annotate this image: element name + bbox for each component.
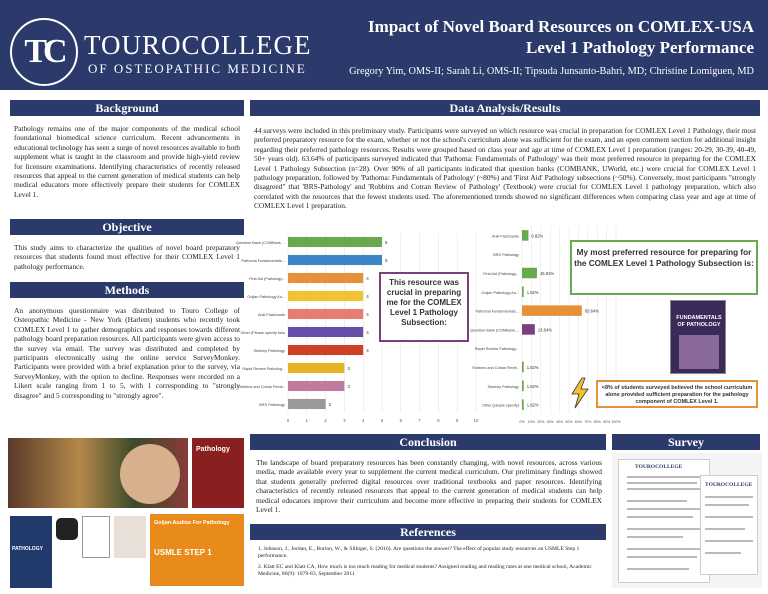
bar	[288, 291, 363, 301]
bar	[288, 363, 344, 373]
category-label: BRS Pathology	[259, 403, 285, 407]
data-label: 4	[366, 348, 369, 353]
reader-photo	[114, 516, 146, 558]
category-label: Other (please specify)	[481, 403, 519, 408]
goljan-label: Goljan Audios For Pathology	[154, 520, 230, 526]
survey-logo-1: TOUROCOLLEGE	[635, 464, 683, 470]
reference-1: 1. Johnson, J., Jordan, E., Burton, W., & Silbiger, S. (2016). Are questions the answer? The effect of popular study resources on USMLE Step 1 performance.	[258, 546, 580, 560]
tick-label: 3	[343, 418, 346, 423]
references-heading: References	[250, 524, 606, 540]
lightning-bolt-icon	[570, 378, 590, 408]
category-label: First Aid (Pathology...	[483, 272, 519, 276]
data-label: 15.91%	[539, 271, 555, 276]
bar	[522, 287, 524, 298]
category-label: Goljan Pathology Au...	[247, 295, 285, 299]
bar	[522, 324, 535, 335]
category-label: Anki Flashcards	[491, 234, 519, 239]
survey-page-1	[618, 459, 710, 583]
survey-image	[612, 453, 762, 588]
data-label: 3	[347, 366, 350, 371]
category-label: Robbins and Cotran Revie..	[238, 385, 285, 389]
tick-label: 5	[380, 418, 384, 423]
poster-title	[334, 16, 754, 58]
text-card-image	[82, 516, 110, 558]
reference-2: 2. Klatt EC and Klatt CA, How much is too much reading for medical students? Assigned reading and reading rates at one medical school, Academic Medicine, 86(9): 1079-83, September 2011	[258, 564, 592, 578]
bar	[522, 305, 582, 316]
pathoma-cover-image	[670, 300, 726, 374]
conclusion-heading: Conclusion	[250, 434, 606, 450]
data-label: 63.64%	[584, 308, 600, 314]
data-label: 6.82%	[531, 233, 544, 239]
tick-label: 90%	[602, 420, 611, 424]
title-line-2: Level 1 Pathology Performance	[525, 38, 754, 57]
survey-heading: Survey	[612, 434, 760, 450]
category-label: Rapid Review Pathology...	[474, 347, 519, 352]
bar	[522, 362, 524, 373]
pathoma-cover-title: FUNDAMENTALS OF PATHOLOGY	[676, 315, 722, 328]
background-text: Pathology remains one of the major components of the medical school foundational biomedical science curriculum. Recent advancements in educational technology has seen a surge of novel resources available to both supplement what is taught in the classroom and provide high-yield review for licensure examinations. Identifying characteristics of recently released resources that appeal to the current generation of medical students can help medical educators more effectively prepare their students for COMLEX Level 1.	[14, 124, 240, 199]
tick-label: 2	[324, 418, 327, 423]
tick-label: 60%	[574, 420, 583, 424]
data-label: 1.82%	[526, 289, 539, 295]
objective-heading: Objective	[10, 219, 244, 235]
bar	[288, 399, 326, 409]
tick-label: 0	[286, 418, 290, 423]
objective-text: This study aims to characterize the qualities of novel board preparatory resources that students found most effective for their COMLEX Level 1 pathology performance.	[14, 243, 240, 271]
tick-label: 100%	[611, 420, 621, 424]
tick-label: 40%	[555, 420, 564, 424]
data-label: 4	[366, 312, 369, 317]
category-label: Pathoma Fundamentals...	[475, 309, 519, 314]
goljan-audio-image	[150, 514, 244, 586]
tick-label: 50%	[565, 420, 573, 424]
bar	[288, 381, 344, 391]
category-label: Goljan Pathology Au...	[481, 290, 519, 295]
data-label: 3	[347, 384, 350, 389]
data-label: 1.82%	[526, 365, 539, 370]
bar	[522, 381, 524, 392]
tick-label: 70%	[584, 420, 592, 424]
college-name: TOUROCOLLEGE	[84, 30, 312, 60]
bar	[288, 309, 363, 319]
bar	[522, 399, 524, 410]
tick-label: 6	[399, 418, 402, 423]
pathology-book-image	[192, 438, 244, 508]
tick-label: 7	[418, 418, 421, 423]
bar	[522, 268, 537, 279]
category-label: Robbins and Cotran Revie..	[472, 366, 519, 370]
category-label: Rapid Review Patholog...	[242, 367, 285, 371]
anki-app-icon	[56, 518, 78, 540]
analysis-text: 44 surveys were included in this preliminary study. Participants were surveyed on which resource was crucial in preparation for COMLEX Level 1 Pathology, their most preferred preparatory resource for the exam, whether or not the school's curriculum alone was sufficient for the exam, and an open comment section for additional insight regarding their preferred pathology resources. Results were grouped based on class year and age at time of COMLEX Level 1 preparation (ranges: 20-29, 30-39, 40-49, 50+ years old). 63.64% of participants surveyed indicated that 'Pathoma: Fundamentals of Pathology' was their most preferred resource in preparing for the COMLEX Level 1 Pathology Subsection (n=28). Over 90% of all participants indicated that question banks (COMBANK, UWorld, etc.) were crucial for COMLEX Level 1 pathology preparation, followed by 'Pathoma: Fundamentals of Pathology' (~80%) and 'First Aid' Pathology subsections (~50%). Conversely, most participants "strongly disagreed" that 'BRS-Pathology' and 'Robbins and Cotran Review of Pathology' (Textbook) were crucial for COMLEX Level 1 pathology preparation, which also correlated with the resources that the fewest students used. The aforementioned trends showed no significant differences when comparing class year and age at time of COMLEX Level 1 preparation.	[254, 126, 756, 211]
tick-label: 30%	[546, 420, 554, 424]
data-label: 1.82%	[526, 383, 539, 389]
data-label: 4	[366, 294, 369, 299]
tick-label: 4	[362, 418, 365, 423]
title-line-1: Impact of Novel Board Resources on COMLEX-USA	[368, 17, 754, 36]
authors: Gregory Yim, OMS-II; Sarah Li, OMS-II; Tipsuda Junsanto-Bahri, MD; Christine Lomiguen, MD	[349, 66, 754, 77]
tick-label: 1	[305, 418, 308, 423]
bar	[288, 255, 382, 265]
tick-label: 80%	[593, 420, 601, 424]
curriculum-callout: <8% of students surveyed believed the school curriculum alone provided sufficient preparation for the pathology component of COMLEX Level 1.	[596, 380, 758, 408]
category-label: First Aid (Pathology...	[249, 277, 285, 281]
category-label: Question Bank (COMBank, ..	[236, 241, 285, 245]
pathoma-cover-art	[679, 335, 719, 369]
bar	[288, 327, 363, 337]
pathoma-book-image	[10, 516, 52, 588]
data-label: 5	[385, 258, 388, 263]
tick-label: 0%	[519, 420, 525, 424]
methods-text: An anonymous questionnaire was distributed to Touro College of Osteopathic Medicine - New York (Harlem) students who recently took COMLEX Level 1 to gather demographics and responses towards different pathology board preparation resources. All participants were given access to the survey via email. The survey was distributed and completed by participants electronically using the online service SurveyMonkey. Participants were provided with a brief explanation prior to the survey, via SurveyMonkey, with the option to decline. Responses were recorded on a Likert scale ranging from 1 to 5, with 1 corresponding to "strongly disagree" and 5 corresponding to "strongly agree".	[14, 306, 240, 400]
tick-label: 8	[437, 418, 440, 423]
bar	[288, 345, 363, 355]
category-label: Other (Please specify belo	[240, 331, 285, 335]
methods-heading: Methods	[10, 282, 244, 298]
data-label: 13.64%	[537, 327, 553, 333]
data-label: 4	[366, 276, 369, 281]
poster-header	[0, 0, 768, 90]
category-label: Sketchy Pathology	[487, 384, 519, 389]
crucial-resource-callout: This resource was crucial in preparing me for the COMLEX Level 1 Pathology Subsection:	[379, 272, 469, 342]
data-label: 2	[328, 402, 332, 407]
usmle-label: USMLE STEP 1	[154, 548, 212, 557]
tick-label: 10%	[527, 420, 536, 424]
category-label: Sketchy Pathology	[253, 349, 285, 353]
category-label: Pathoma Fundamentals...	[241, 259, 285, 263]
background-heading: Background	[10, 100, 244, 116]
college-logo: TC	[10, 18, 78, 86]
bar	[288, 273, 363, 283]
tick-label: 20%	[537, 420, 545, 424]
survey-page-2	[700, 475, 758, 575]
conclusion-text: The landscape of board preparatory resources has been constantly changing, with novel resources, across various media, made available every year to supplement the current medical curriculum. Our preliminary findings showed that students generally preferred digital resources over traditional textbooks and paper resources. Identifying characteristics of recently released resources that appeal to the current generation of medical students can help medical educators improve their curriculum and become more effective in preparing their students for COMLEX Level 1.	[256, 458, 602, 515]
category-label: Question Bank (COMBank,...	[470, 328, 519, 333]
student-photo	[120, 444, 180, 504]
bar	[522, 230, 528, 241]
pathoma-book-label: PATHOLOGY	[12, 546, 43, 552]
college-subtitle: OF OSTEOPATHIC MEDICINE	[88, 61, 307, 76]
data-label: 5	[385, 240, 388, 245]
data-label: 1.82%	[526, 402, 539, 408]
category-label: BRS Pathology	[493, 253, 519, 258]
tick-label: 10	[473, 418, 479, 423]
bar	[288, 237, 382, 247]
survey-logo-2: TOUROCOLLEGE	[705, 482, 753, 488]
category-label: Anki Flashcards	[257, 313, 285, 317]
preferred-resource-callout: My most preferred resource for preparing for the COMLEX Level 1 Pathology Subsection is:	[570, 240, 758, 295]
analysis-heading: Data Analysis/Results	[250, 100, 760, 116]
tick-label: 9	[456, 418, 459, 423]
data-label: 4	[366, 330, 369, 335]
pathology-book-label: Pathology	[196, 446, 230, 453]
